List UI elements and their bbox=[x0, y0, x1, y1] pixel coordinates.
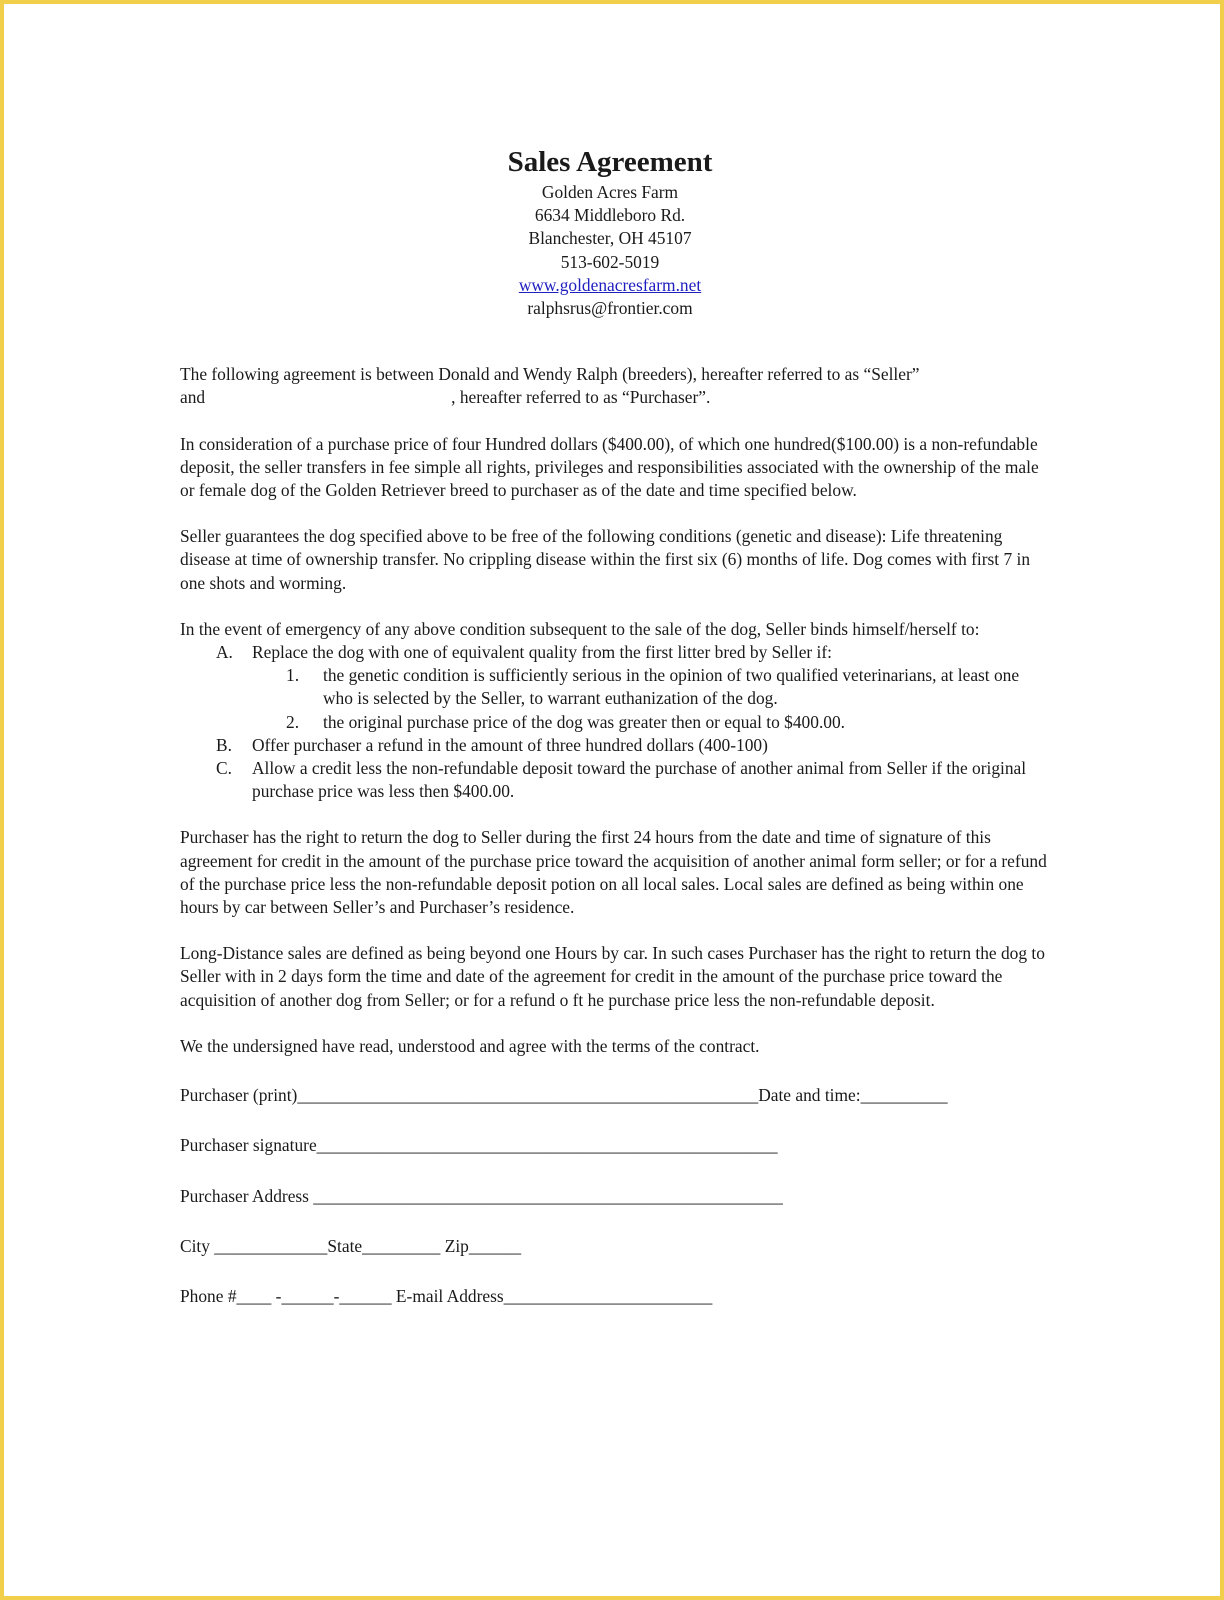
condition-sublist bbox=[180, 664, 1050, 734]
list-item-text: Allow a credit less the non-refundable deposit toward the purchase of another animal from Seller if the original purchase price was less then $400.00. bbox=[252, 758, 1027, 802]
purchaser-print-field[interactable]: Purchaser (print)_____________________________________________________Date and time:__________ bbox=[180, 1085, 948, 1106]
list-item bbox=[180, 734, 1050, 757]
purchaser-signature-field[interactable]: Purchaser signature_____________________________________________________ bbox=[180, 1135, 778, 1156]
sublist-container bbox=[180, 664, 1050, 734]
city-state-zip-field[interactable]: City _____________State_________ Zip______ bbox=[180, 1235, 522, 1256]
emergency-section bbox=[180, 618, 1050, 804]
long-distance-paragraph: Long-Distance sales are defined as being beyond one Hours by car. In such cases Purchaser has the right to return the dog to Seller with in 2 days form the time and date of the agreement for credit in the amount of the purchase price toward the acquisition of another dog from Seller; or for a refund o ft he purchase price less the non-refundable deposit. bbox=[180, 943, 1045, 1010]
intro-paragraph bbox=[180, 363, 1050, 409]
farm-name: Golden Acres Farm bbox=[541, 182, 679, 202]
city-state-zip: Blanchester, OH 45107 bbox=[528, 228, 692, 249]
list-item bbox=[180, 641, 1050, 664]
list-item-text: Offer purchaser a refund in the amount of three hundred dollars (400-100) bbox=[252, 734, 768, 755]
letterhead bbox=[170, 144, 1050, 320]
document-title: Sales Agreement bbox=[507, 146, 713, 178]
email-address: ralphsrus@frontier.com bbox=[527, 298, 693, 319]
remedy-list bbox=[180, 641, 1050, 803]
consideration-paragraph: In consideration of a purchase price of four Hundred dollars ($400.00), of which one hundred($100.00) is a non-refundable deposit, the seller transfers in fee simple all rights, privileges and responsibilities associated with the ownership of the male or female dog of the Golden Retriever breed to purchaser as of the date and time specified below. bbox=[180, 433, 1039, 501]
intro-purchaser: , hereafter referred to as “Purchaser”. bbox=[451, 387, 711, 408]
street-address: 6634 Middleboro Rd. bbox=[534, 205, 686, 226]
document-page bbox=[180, 138, 1050, 1308]
list-marker: 1. bbox=[286, 665, 300, 686]
return-policy-paragraph: Purchaser has the right to return the dog to Seller during the first 24 hours from the date and time of signature of this agreement for credit in the amount of the purchase price toward the acquisition of another animal form seller; or for a refund of the purchase price less the non-refundable deposit potion on all local sales. Local sales are defined as being within one hours by car between Seller’s and Purchaser’s residence. bbox=[180, 827, 1047, 918]
phone-email-field[interactable]: Phone #____ -______-______ E-mail Address________________________ bbox=[180, 1285, 713, 1306]
list-marker: C. bbox=[216, 758, 232, 779]
intro-and: and bbox=[180, 387, 206, 408]
list-item-text: the genetic condition is sufficiently serious in the opinion of two qualified veterinarians, at least one who is selected by the Seller, to warrant euthanization of the dog. bbox=[323, 665, 1020, 709]
list-item bbox=[180, 711, 1050, 734]
acknowledgement-paragraph: We the undersigned have read, understood and agree with the terms of the contract. bbox=[180, 1035, 760, 1056]
emergency-intro: In the event of emergency of any above condition subsequent to the sale of the dog, Seller binds himself/herself to: bbox=[180, 618, 980, 639]
list-item bbox=[180, 757, 1050, 803]
list-item-text: Replace the dog with one of equivalent quality from the first litter bred by Seller if: bbox=[252, 642, 833, 663]
list-marker: A. bbox=[216, 642, 233, 663]
purchaser-address-field[interactable]: Purchaser Address ______________________________________________________ bbox=[180, 1185, 783, 1206]
list-item bbox=[180, 664, 1050, 710]
phone-number: 513-602-5019 bbox=[560, 251, 660, 272]
website-link[interactable]: www.goldenacresfarm.net bbox=[518, 274, 702, 295]
intro-line-1: The following agreement is between Donald and Wendy Ralph (breeders), hereafter referred to as “Seller” bbox=[180, 364, 920, 385]
list-marker: B. bbox=[216, 734, 232, 755]
list-item-text: the original purchase price of the dog was greater then or equal to $400.00. bbox=[323, 711, 846, 732]
intro-line-2 bbox=[180, 386, 1050, 409]
list-marker: 2. bbox=[286, 711, 300, 732]
guarantee-paragraph: Seller guarantees the dog specified above to be free of the following conditions (genetic and disease): Life threatening disease at time of ownership transfer. No crippling disease within the first six (6) months of life. Dog comes with first 7 in one shots and worming. bbox=[180, 526, 1031, 593]
